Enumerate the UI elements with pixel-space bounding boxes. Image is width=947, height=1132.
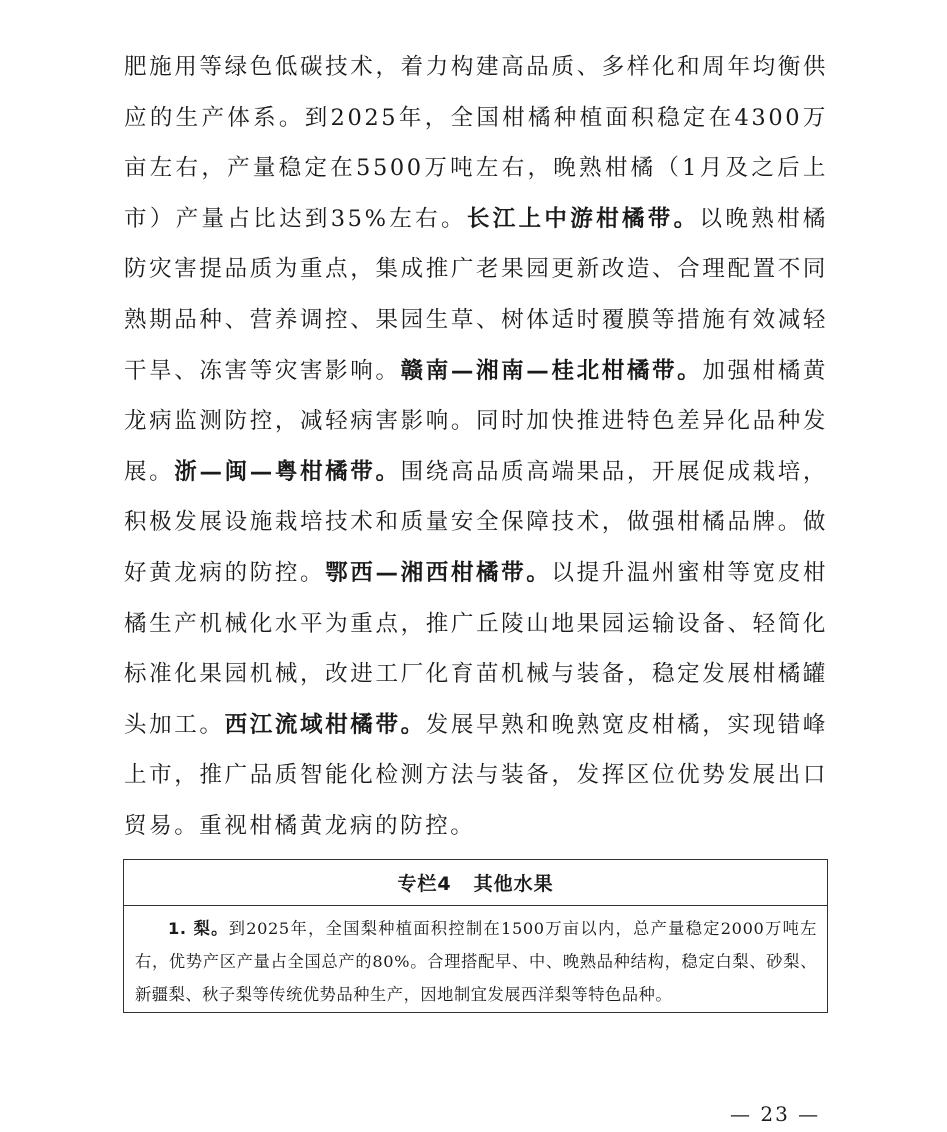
text-run: 以晚熟柑橘防灾害提品质为重点，集成推广老果园更新改造、合理配置不同熟期品种、营养调控、果园生草、树体适时覆膜等措施有效减轻干旱、冻害等灾害影响。 <box>124 205 828 384</box>
text-run: 围绕高品质高端果品，开展促成栽培，积极发展设施栽培技术和质量安全保障技术，做强柑橘品牌。做好黄龙病的防控。 <box>124 458 828 586</box>
column-box <box>123 859 828 1013</box>
text-run: 发展早熟和晚熟宽皮柑橘，实现错峰上市，推广品质智能化检测方法与装备，发挥区位优势发展出口贸易。重视柑橘黄龙病的防控。 <box>124 711 828 839</box>
column-box-title <box>124 860 827 906</box>
page-number: — 23 — <box>730 1102 821 1126</box>
heading-gannan-citrus-belt: 赣南—湘南—桂北柑橘带。 <box>400 357 703 384</box>
item-label: 1. 梨。 <box>168 919 229 938</box>
heading-xijiang-citrus-belt: 西江流域柑橘带。 <box>224 711 426 738</box>
item-text: 到2025年，全国梨种植面积控制在1500万亩以内，总产量稳定2000万吨左右，优势产区产量占全国总产的80%。合理搭配早、中、晚熟品种结构，稳定白梨、砂梨、新疆梨、秋子梨等传统优势品种生产，因地制宜发展西洋梨等特色品种。 <box>135 919 817 1004</box>
heading-yangtze-citrus-belt: 长江上中游柑橘带。 <box>466 205 700 232</box>
text-run: 肥施用等绿色低碳技术，着力构建高品质、多样化和周年均衡供应的生产体系。到2025年，全国柑橘种植面积稳定在4300万亩左右，产量稳定在5500万吨左右，晚熟柑橘（1月及之后上市）产量占比达到35%左右。 <box>124 54 828 232</box>
text-run: 加强柑橘黄龙病监测防控，减轻病害影响。同时加快推进特色差异化品种发展。 <box>124 357 828 485</box>
text-run: 以提升温州蜜柑等宽皮柑橘生产机械化水平为重点，推广丘陵山地果园运输设备、轻简化标准化果园机械，改进工厂化育苗机械与装备，稳定发展柑橘罐头加工。 <box>124 559 828 738</box>
heading-exi-xiangxi-citrus-belt: 鄂西—湘西柑橘带。 <box>325 559 552 586</box>
body-paragraph <box>124 42 828 852</box>
column-box-number: 专栏4 <box>397 873 452 895</box>
column-box-heading: 其他水果 <box>473 873 554 895</box>
column-box-item <box>124 906 827 1011</box>
heading-zhe-min-yue-citrus-belt: 浙—闽—粤柑橘带。 <box>174 458 401 485</box>
